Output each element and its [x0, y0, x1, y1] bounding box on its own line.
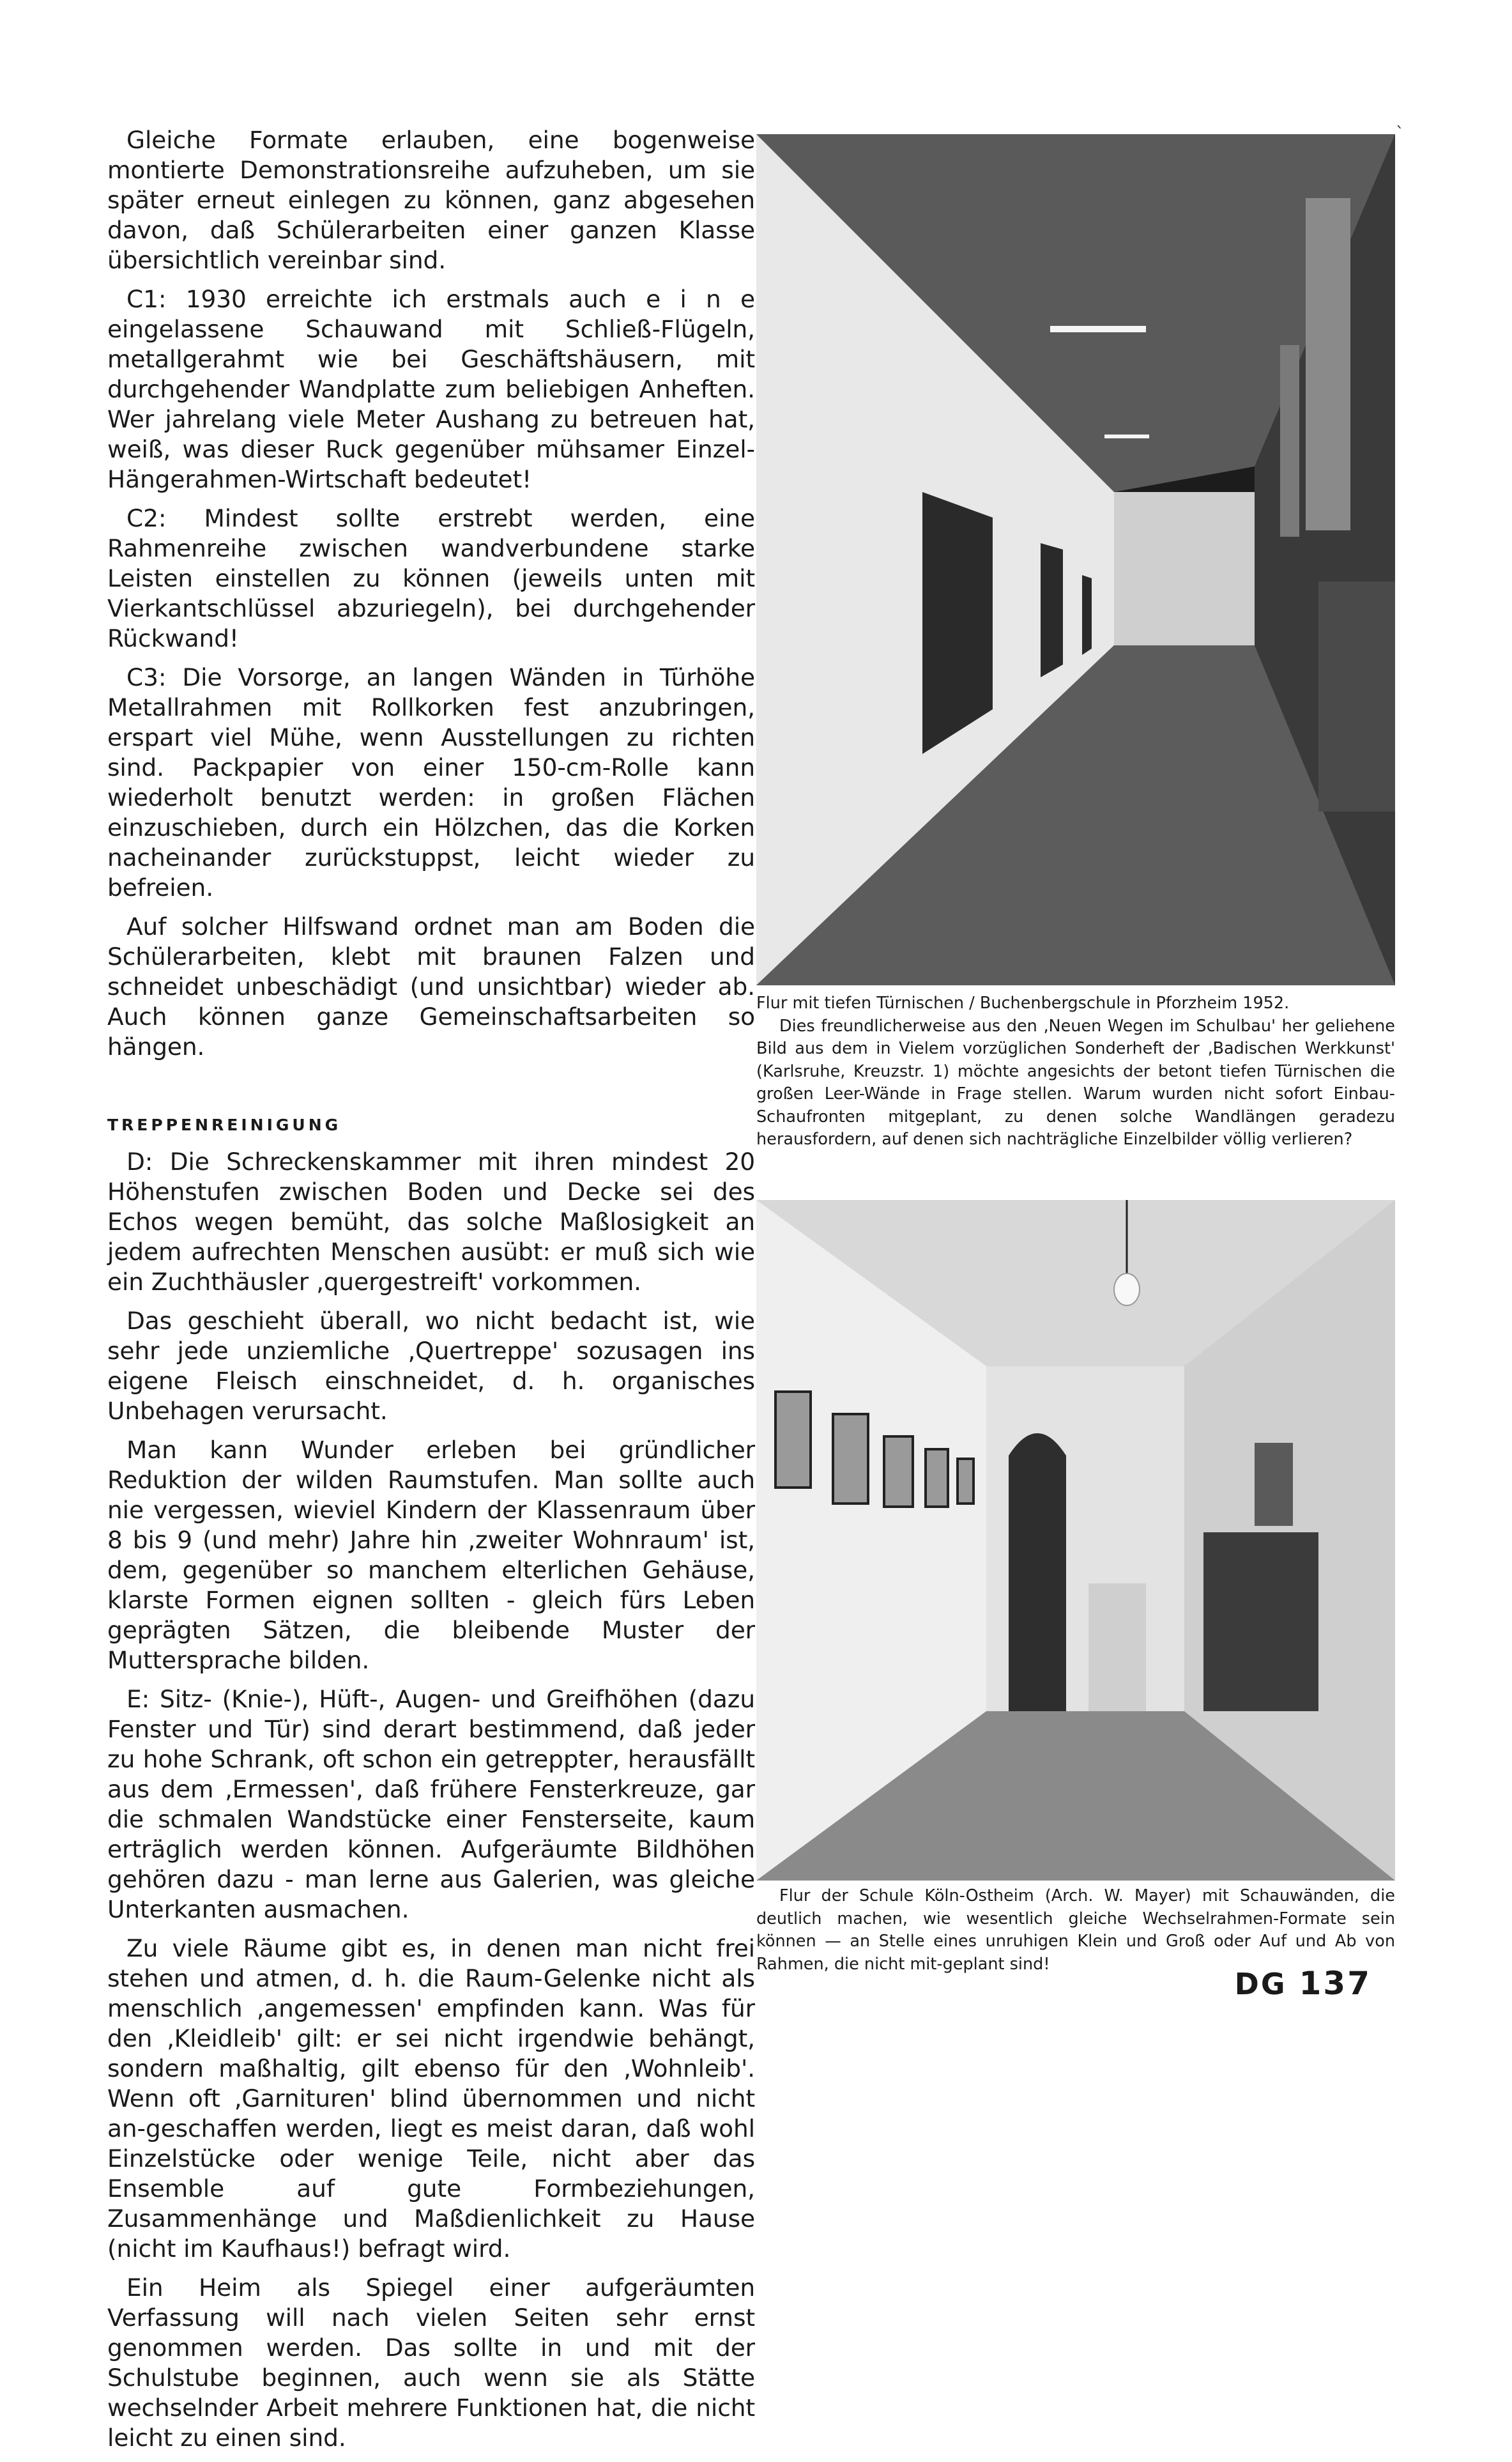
corner-mark: ˎ	[1396, 110, 1404, 129]
hallway-illustration	[756, 1200, 1395, 1881]
paragraph: C2: Mindest sollte erstrebt werden, eine Rahmenreihe zwischen wandverbundene starke Leisten einstellen zu können (jeweils unten mit Vierkantschlüssel abzuriegeln), bei durchgehender Rückwand!	[107, 504, 755, 652]
journal-abbrev: DG	[1234, 1967, 1287, 2001]
section-heading: TREPPENREINIGUNG	[107, 1116, 342, 1134]
paragraph: Auf solcher Hilfswand ordnet man am Boden die Schülerarbeiten, klebt mit braunen Falzen und schneidet unbeschädigt (und unsichtbar) wieder ab. Auch können ganze Gemeinschaftsarbeiten so hängen.	[107, 912, 755, 1061]
paragraph: C3: Die Vorsorge, an langen Wänden in Türhöhe Metallrahmen mit Rollkorken fest anzubringen, erspart viel Mühe, wenn Ausstellungen zu richten sind. Packpapier von einer 150-cm-Rolle kann wiederholt benutzt werden: in großen Flächen einzuschieben, durch ein Hölzchen, das die Korken nacheinander zurückstuppst, leicht wieder zu befreien.	[107, 663, 755, 902]
top-photo-caption	[756, 992, 1395, 1151]
paragraph: Man kann Wunder erleben bei gründlicher Reduktion der wilden Raumstufen. Man sollte auch nie vergessen, wieviel Kindern der Klassenraum über 8 bis 9 (und mehr) Jahre hin ‚zweiter Wohnraum' ist, dem, gegenüber so manchem elterlichen Gehäuse, klarste Formen eignen sollten - gleich fürs Leben geprägten Sätzen, die bleibende Muster der Muttersprache bilden.	[107, 1436, 755, 1674]
hallway-photo	[756, 1200, 1395, 1881]
paragraph: Gleiche Formate erlauben, eine bogenweise montierte Demonstrationsreihe aufzuheben, um sie später erneut einlegen zu können, ganz abgesehen davon, daß Schülerarbeiten einer ganzen Klasse übersichtlich vereinbar sind.	[107, 126, 755, 274]
caption-text: Dies freundlicherweise aus den ‚Neuen Wegen im Schulbau' her geliehene Bild aus dem in Vielem vorzüglichen Sonderheft der ‚Badischen Werkkunst' (Karlsruhe, Kreuzstr. 1) möchte angesichts der betont tiefen Türnischen die großen Leer-Wände in Frage stellen. Warum wurden nicht sofort Einbau-Schaufronten mitgeplant, zu denen solche Wandlängen geradezu herausfordern, auf denen sich nachträgliche Einzelbilder völlig verlieren?	[756, 1016, 1395, 1149]
article-column	[107, 125, 755, 2462]
caption-title: Flur mit tiefen Türnischen / Buchenbergschule in Pforzheim 1952.	[756, 994, 1290, 1013]
caption-text: Flur der Schule Köln-Ostheim (Arch. W. Mayer) mit Schauwänden, die deutlich machen, wie wesentlich gleiche Wechselrahmen-Formate sein können — an Stelle eines unruhigen Klein und Groß oder Auf und Ab von Rahmen, die nicht mit-geplant sind!	[756, 1886, 1395, 1974]
corridor-photo	[756, 134, 1395, 985]
paragraph: Ein Heim als Spiegel einer aufgeräumten Verfassung will nach vielen Seiten sehr ernst genommen werden. Das sollte in und mit der Schulstube beginnen, auch wenn sie als Stätte wechselnder Arbeit mehrere Funktionen hat, die nicht leicht zu einen sind.	[107, 2274, 755, 2452]
page-footer	[1235, 1965, 1371, 2002]
paragraph: D: Die Schreckenskammer mit ihren mindest 20 Höhenstufen zwischen Boden und Decke sei des Echos wegen bemüht, das solche Maßlosigkeit an jedem aufrechten Menschen ausübt: er muß sich wie ein Zuchthäusler ‚quergestreift' vorkommen.	[107, 1148, 755, 1296]
bottom-photo-caption	[756, 1885, 1395, 1976]
corridor-illustration	[756, 134, 1395, 985]
page-number: 137	[1299, 1965, 1371, 2002]
paragraph: Das geschieht überall, wo nicht bedacht ist, wie sehr jede unziemliche ‚Quertreppe' sozusagen ins eigene Fleisch einschneidet, d. h. organisches Unbehagen verursacht.	[107, 1307, 755, 1425]
paragraph: E: Sitz- (Knie-), Hüft-, Augen- und Greifhöhen (dazu Fenster und Tür) sind derart bestimmend, daß jeder zu hohe Schrank, oft schon ein getreppter, herausfällt aus dem ‚Ermessen', daß frühere Fensterkreuze, gar die schmalen Wandstücke einer Fensterseite, kaum erträglich werden können. Aufgeräumte Bildhöhen gehören dazu - man lerne aus Galerien, was gleiche Unterkanten ausmachen.	[107, 1685, 755, 1923]
paragraph: Zu viele Räume gibt es, in denen man nicht frei stehen und atmen, d. h. die Raum-Gelenke nicht als menschlich ‚angemessen' empfinden kann. Was für den ‚Kleidleib' gilt: er sei nicht irgendwie behängt, sondern maßhaltig, gilt ebenso für den ‚Wohnleib'. Wenn oft ‚Garnituren' blind übernommen und nicht an-geschaffen werden, liegt es meist daran, daß wohl Einzelstücke oder wenige Teile, nicht aber das Ensemble auf gute Formbeziehungen, Zusammenhänge und Maßdienlichkeit zu Hause (nicht im Kaufhaus!) befragt wird.	[107, 1934, 755, 2263]
paragraph: C1: 1930 erreichte ich erstmals auch e i n e eingelassene Schauwand mit Schließ-Flügeln, metallgerahmt wie bei Geschäftshäusern, mit durchgehender Wandplatte zum beliebigen Anheften. Wer jahrelang viele Meter Aushang zu betreuen hat, weiß, was dieser Ruck gegenüber mühsamer Einzel-Hängerahmen-Wirtschaft bedeutet!	[107, 285, 755, 493]
